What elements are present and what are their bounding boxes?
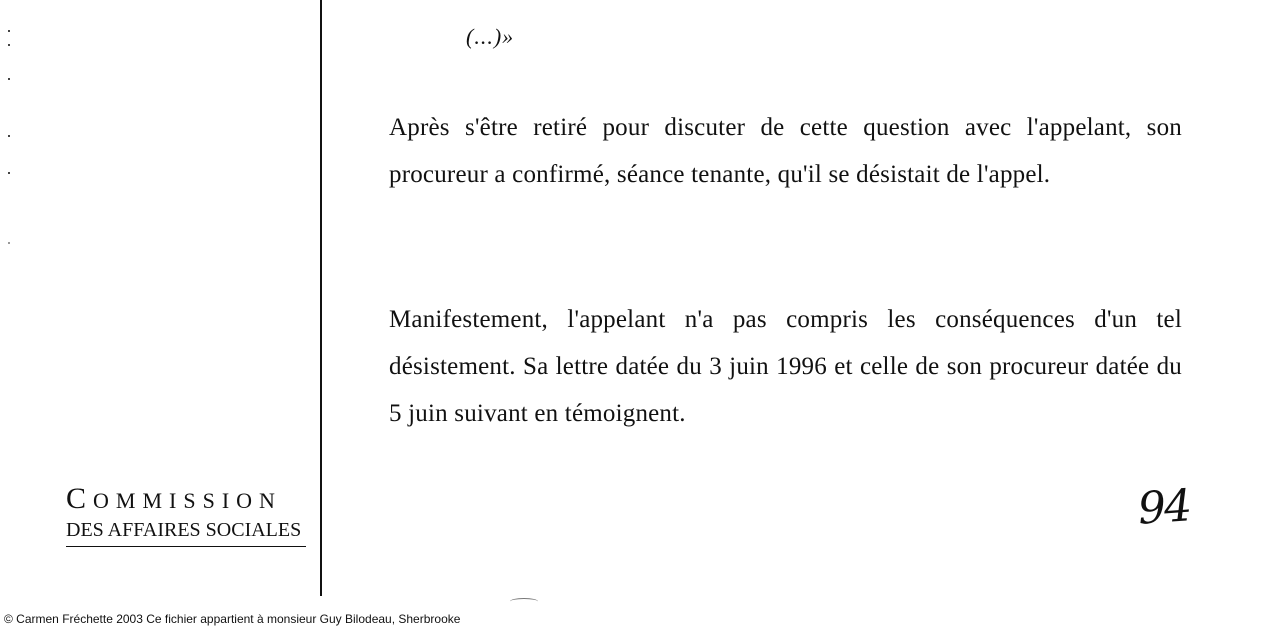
scan-mark: [510, 598, 538, 605]
handwritten-page-number: 94: [1136, 480, 1192, 535]
copyright-footer: © Carmen Fréchette 2003 Ce fichier appartient à monsieur Guy Bilodeau, Sherbrooke: [4, 612, 461, 626]
commission-title-rest: OMMISSION: [93, 488, 282, 513]
commission-title-initial: C: [66, 482, 94, 515]
commission-logo: [66, 484, 306, 547]
paragraph-withdrawal: Après s'être retiré pour discuter de cette question avec l'appelant, son procureur a confirmé, séance tenante, qu'il se désistait de l'appel.: [389, 114, 1182, 188]
commission-underline: [66, 546, 306, 547]
commission-subtitle: DES AFFAIRES SOCIALES: [66, 519, 302, 541]
quote-ellipsis: (...)»: [466, 24, 515, 49]
paragraph-consequences: Manifestement, l'appelant n'a pas compris les conséquences d'un tel désistement. Sa lettre datée du 3 juin 1996 et celle de son procureur datée du 5 juin suivant en témoignent.: [389, 306, 1182, 427]
margin-divider-line: [320, 0, 322, 596]
commission-title: [66, 484, 306, 516]
